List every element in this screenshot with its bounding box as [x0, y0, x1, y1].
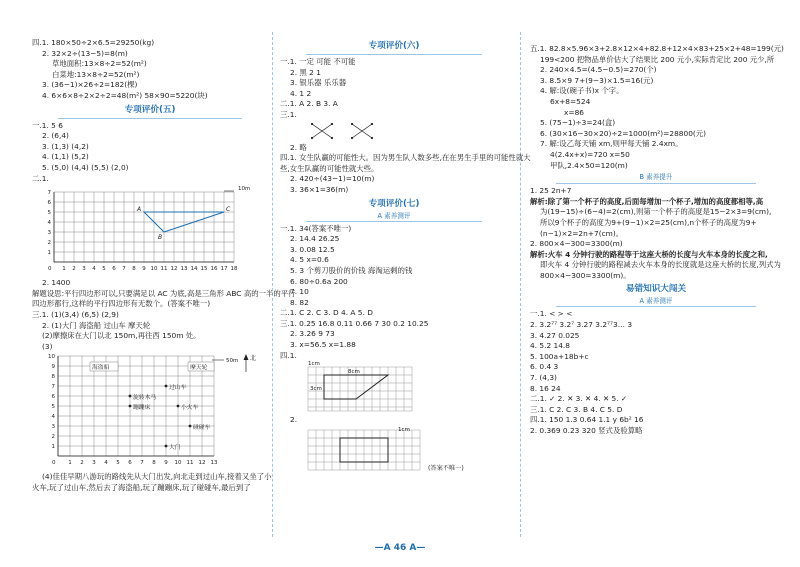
- top-length-label: 8cm: [348, 369, 360, 376]
- x-tick-label: 1: [68, 460, 72, 467]
- x-tick-label: 18: [230, 266, 238, 273]
- y-tick-label: 1: [51, 444, 55, 451]
- explanation-line: 所以9个杯子的高度为9+(9−1)×2=25(cm),n个杯子的高度为9+: [540, 217, 757, 227]
- section-title: 易错知识大闯关: [625, 284, 687, 295]
- unit-label: 1cm: [308, 361, 320, 368]
- x-tick-label: 6: [128, 460, 132, 467]
- grid-scale-label: 10m: [238, 186, 251, 193]
- x-tick-label: 17: [220, 266, 228, 273]
- place-label: 旋转木马: [133, 395, 157, 402]
- answer-line: 2. (1)大门 海盗船 过山车 摩天轮: [42, 320, 151, 330]
- x-tick-label: 5: [102, 266, 106, 273]
- map-scale-label: 50m: [226, 358, 239, 365]
- x-tick-label: 14: [190, 266, 198, 273]
- answer-line: 3. (1,3) (4,2): [42, 141, 89, 151]
- answer-line: 四.1.: [280, 350, 297, 360]
- x-tick-label: 2: [80, 460, 84, 467]
- answer-column-1: [32, 38, 296, 535]
- x-tick-label: 5: [116, 460, 120, 467]
- answer-line: 2. 3.26 9 73: [290, 329, 335, 339]
- y-tick-label: 10: [48, 354, 55, 361]
- answer-line: 一.1. < > <: [530, 309, 573, 319]
- explanation-line: 即火车 4 分钟行驶的路程减去火车本身的长度就是这座大桥的长度,列式为: [540, 260, 781, 270]
- answer-line: 2. 420÷(43−1)=10(m): [290, 174, 375, 184]
- answer-line: 白菜地:13×8÷2=52(m²): [52, 69, 140, 79]
- answer-line: 6. 80÷0.6a 200: [290, 276, 348, 286]
- x-tick-label: 10: [174, 460, 182, 467]
- answer-line: 5. (75−1)÷3=24(盒): [540, 118, 616, 128]
- section-title: 专项评价(五): [124, 104, 176, 115]
- point-b-label: B: [158, 234, 163, 242]
- answer-line: 4. 6×6×8÷2×2÷2=48(m²) 58×90=5220(块): [42, 90, 208, 100]
- answer-line: 5. (5,0) (4,4) (5,5) (2,0): [42, 162, 129, 172]
- x-tick-label: 8: [132, 266, 136, 273]
- x-tick-label: 3: [82, 266, 86, 273]
- point-c-label: C: [226, 206, 231, 214]
- y-tick-label: 1: [47, 250, 51, 257]
- place-label: 过山车: [169, 385, 187, 392]
- answer-line: 6x+8=524: [550, 96, 591, 106]
- y-tick-label: 2: [51, 434, 55, 441]
- explanation-line: 为(19−15)÷(6−4)=2(cm),则第一个杯子的高度是15−2×3=9(cm),: [540, 207, 772, 217]
- x-tick-label: 13: [180, 266, 188, 273]
- answer-line: 2. 3.2⁷⁷ 3.2⁷ 3.27 3.2⁷⁷3… 3: [530, 320, 633, 330]
- x-tick-label: 11: [186, 460, 194, 467]
- y-tick-label: 4: [47, 220, 51, 227]
- answer-line: 2. 14.4 26.25: [290, 234, 340, 244]
- answer-line: 一.1. 34(答案不唯一): [280, 223, 352, 233]
- y-tick-label: 5: [51, 404, 55, 411]
- x-tick-label: 8: [152, 460, 156, 467]
- answer-line: 2. 240×4.5=(4.5−0.5)=270(个): [540, 65, 657, 75]
- y-tick-label: 3: [51, 424, 55, 431]
- x-tick-label: 2: [72, 266, 76, 273]
- x-tick-label: 4: [92, 266, 96, 273]
- answer-line: 二.1. C 2. C 3. D 4. A 5. D: [280, 308, 373, 318]
- x-tick-label: 11: [160, 266, 168, 273]
- answer-line: 3. x=56.5 x=1.88: [290, 340, 356, 350]
- y-tick-label: 4: [51, 414, 55, 421]
- page-number: —A 46 A—: [374, 543, 426, 553]
- x-tick-label: 9: [142, 266, 146, 273]
- explanation-line: 四边形都行,这样的平行四边形有无数个。(答案不唯一): [32, 299, 211, 309]
- section-subtitle: A 素养测评: [639, 297, 673, 306]
- answer-line: 5. 3 个剪刀股价的价钱 海淘运剩的钱: [290, 265, 413, 275]
- x-tick-label: 9: [164, 460, 168, 467]
- point-a-label: A: [137, 206, 142, 214]
- x-tick-label: 13: [210, 460, 218, 467]
- section-rule: [556, 306, 756, 307]
- x-tick-label: 1: [62, 266, 66, 273]
- svg-text:0: 0: [52, 460, 56, 467]
- answer-line: 3. 8.5×9 7+(9−3)×1.5=16(元): [540, 75, 654, 85]
- answer-line: 五.1. 82.8×5.96×3+2.8×12×4+82.8+12×4×83+25×2+48=199(元): [530, 44, 784, 53]
- explanation-line: 解题设思:平行四边形可以,只要满足以 AC 为底,高是三角形 ABC 高的一半的平行: [32, 288, 296, 298]
- section-rule: [306, 221, 482, 222]
- place-label: 小火车: [181, 405, 199, 412]
- answer-line: 2. (6,4): [42, 131, 69, 141]
- answer-line: 四.1. 150 1.3 0.64 1.1 y 6b² 16: [530, 415, 644, 425]
- rectangle-grid-figure: [280, 426, 508, 474]
- coordinate-grid-figure: [32, 184, 268, 276]
- x-tick-label: 7: [122, 266, 126, 273]
- explanation-line: 解析:除了第一个杯子的高度,后面每增加一个杯子,增加的高度都相等,高: [530, 196, 764, 206]
- answer-line: 7. 解:设乙每天铺 xm,则甲每天铺 2.4xm。: [540, 139, 683, 149]
- answer-line: 2. 黑 2 1: [290, 67, 321, 77]
- x-tick-label: 15: [200, 266, 208, 273]
- answer-line: 3. 0.08 12.5: [290, 244, 335, 254]
- answer-line: 三.1. 0.25 16.8 0.11 0.66 7 30 0.2 10.25: [280, 318, 429, 328]
- answer-line: 四.1. 女生队赢的可能性大。因为男生队人数多些,在在男生手里的可能性就大: [280, 153, 531, 163]
- y-tick-label: 3: [47, 230, 51, 237]
- answer-line: 4(2.4x+x)=720 x=50: [550, 149, 630, 159]
- section-rule: [306, 54, 482, 55]
- answer-line: 2. 800×4−300=3300(m): [530, 239, 623, 249]
- x-tick-label: 16: [210, 266, 218, 273]
- answer-line: 2. 32×2÷(13−5)=8(m): [42, 48, 128, 58]
- explanation-line: 解析:火车 4 分钟行驶的路程等于这座大桥的长度与火车本身的长度之和,: [530, 249, 768, 259]
- answer-column-3: [530, 44, 782, 535]
- y-tick-label: 6: [47, 200, 51, 207]
- answer-line: 1. 25 2n+7: [530, 186, 572, 196]
- answer-line: 一.1. 一定 可能 不可能: [280, 57, 356, 66]
- answer-line: 4. 解:设(碗子书)x 个字。: [540, 86, 624, 96]
- answer-line: 6. (30×16−30×20)÷2=1000(m²)=28800(元): [540, 128, 707, 138]
- y-tick-label: 8: [51, 374, 55, 381]
- answer-line: 5. 100a+18b+c: [530, 351, 589, 361]
- x-tick-label: 6: [112, 266, 116, 273]
- x-tick-label: 12: [198, 460, 206, 467]
- answer-line: 3. 银乐器 乐乐器: [290, 78, 347, 88]
- place-label: 蹦蹦床: [133, 405, 151, 412]
- answer-line: 3. 36×1=36(m): [290, 184, 349, 194]
- answer-line: 4. (1,1) (5,2): [42, 152, 89, 162]
- place-label: 大门: [169, 445, 181, 452]
- answer-line: 2. 略: [290, 142, 307, 152]
- answer-line: 2. 1400: [42, 278, 71, 288]
- column-divider-right: [520, 32, 521, 537]
- y-tick-label: 9: [51, 364, 55, 371]
- answer-line: 二.1. A 2. B 3. A: [280, 99, 338, 109]
- answer-line: 些,女生队赢的可能性就大些。: [280, 163, 379, 173]
- column-divider-left: [272, 32, 273, 537]
- answer-line: 3. 4.27 0.025: [530, 330, 580, 340]
- answer-column-2: [280, 38, 531, 535]
- answer-line: 8. 16 24: [530, 383, 561, 393]
- x-tick-label: 3: [92, 460, 96, 467]
- x-tick-label: 12: [170, 266, 178, 273]
- answer-line: 三.1. C 2. C 3. B 4. C 5. D: [530, 404, 623, 414]
- x-tick-label: 4: [104, 460, 108, 467]
- park-map-figure: [32, 352, 268, 470]
- section-title: 专项评价(七): [368, 198, 420, 209]
- answer-line: 2. 0.369 0.23 320 竖式及验算略: [530, 426, 643, 435]
- answer-line: (2)摩擦床在大门以北 150m,再往西 150m 处。: [42, 331, 201, 341]
- north-label: 北: [250, 355, 257, 363]
- matching-lines-figure: [280, 121, 508, 141]
- section-subtitle: B 素养提升: [639, 173, 673, 182]
- note-label: (答案不唯一): [428, 464, 464, 472]
- y-tick-label: 7: [51, 384, 55, 391]
- explanation-line: (n−1)×2=2n+7(cm)。: [540, 228, 624, 238]
- answer-line: 2.: [290, 415, 298, 425]
- answer-line: 三.1.: [280, 109, 297, 119]
- answer-line: 甲队,2.4×50=120(m): [550, 160, 628, 170]
- answer-line: 4. 1 2: [290, 88, 312, 98]
- section-rule: [58, 118, 242, 119]
- answer-line: 7. (4,3): [530, 373, 557, 383]
- svg-text:0: 0: [48, 266, 52, 273]
- answer-line: 8. 82: [290, 297, 309, 307]
- answer-line: 二.1.: [32, 173, 49, 183]
- y-tick-label: 2: [47, 240, 51, 247]
- place-label: 摩天轮: [190, 365, 208, 372]
- answer-line: 3. (36−1)×26÷2=182(棵): [42, 80, 138, 90]
- answer-line: 4. 5 x=0.6: [290, 255, 329, 265]
- answer-line: 三.1. (1)(3,4) (6,5) (2,9): [32, 309, 119, 319]
- section-title: 专项评价(六): [368, 41, 420, 51]
- answer-line: 火车,玩了过山车,然后去了海盗船,玩了蹦蹦床,玩了碰碰车,最后到了: [32, 482, 251, 492]
- answer-line: 四.1. 180×50÷2×6.5=29250(kg): [32, 38, 155, 47]
- answer-line: (3): [42, 341, 53, 351]
- answer-line: x=86: [564, 107, 584, 117]
- section-rule: [556, 183, 756, 184]
- answer-line: 7. 10: [290, 287, 309, 297]
- answer-line: 一.1. 5 6: [32, 120, 63, 130]
- y-tick-label: 5: [47, 210, 51, 217]
- answer-line: 199<200 把物品单价估大了结果比 200 元小,实际肯定比 200 元少,所: [540, 54, 775, 64]
- unit-label: 1cm: [398, 427, 410, 434]
- answer-line: 二.1. ✓ 2. ✕ 3. ✕ 4. ✕ 5. ✓: [530, 394, 628, 404]
- answer-line: 4. 5.2 14.8: [530, 341, 570, 351]
- place-label: 海盗船: [92, 365, 110, 372]
- section-subtitle: A 素养测评: [377, 211, 411, 220]
- y-tick-label: 6: [51, 394, 55, 401]
- explanation-line: 800×4−300=3300(m)。: [540, 270, 631, 280]
- north-arrow-icon: [244, 354, 249, 360]
- answer-line: (4)佳佳早期八游玩的路线先从大门出发,向北走到过山车,接着又坐了小: [42, 472, 272, 482]
- trapezoid-grid-figure: [280, 361, 508, 413]
- x-tick-label: 10: [150, 266, 158, 273]
- place-label: 碰碰车: [193, 425, 211, 432]
- y-tick-label: 7: [47, 190, 51, 197]
- answer-line: 草地面积:13×8÷2=52(m²): [52, 59, 147, 69]
- answer-line: 6. 0.4 3: [530, 362, 559, 372]
- x-tick-label: 7: [140, 460, 144, 467]
- side-length-label: 3cm: [310, 386, 322, 393]
